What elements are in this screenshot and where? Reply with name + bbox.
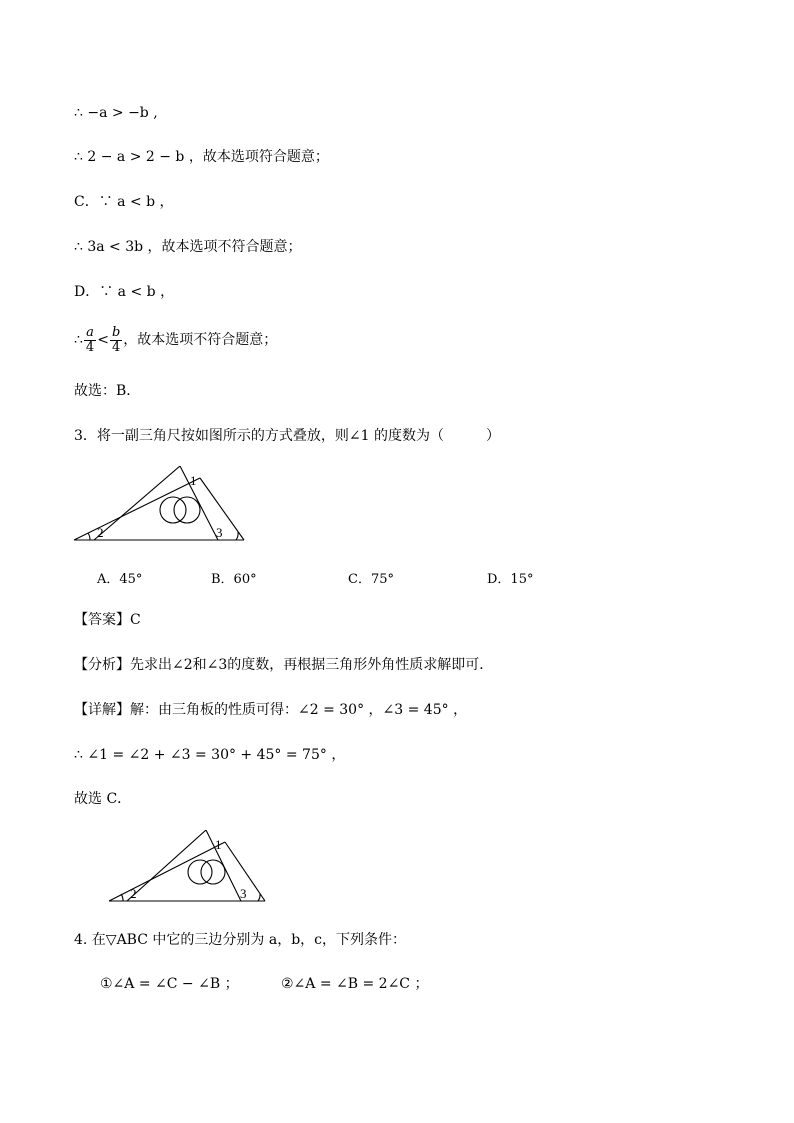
option-a: A．45°: [97, 572, 143, 587]
option-d-premise: D．∵ a < b ，: [74, 284, 175, 300]
calculation-line: ∴ ∠1 = ∠2 + ∠3 = 30° + 45° = 75° ，: [74, 747, 346, 763]
option-b: B．60°: [211, 572, 257, 587]
ruler-hole-right: [174, 497, 200, 523]
question-4-condition-2: ②∠A = ∠B = 2∠C ；: [281, 976, 429, 992]
triangle-30-hypotenuse: [109, 842, 225, 901]
angle-2-label: 2: [130, 886, 137, 901]
therefore-symbol: ∴: [74, 332, 83, 348]
triangle-30-hypotenuse: [74, 478, 200, 540]
ruler-hole-right: [201, 860, 225, 884]
angle-2-arc: [121, 894, 123, 901]
fraction-b-over-4: [110, 326, 122, 355]
ruler-hole-left: [160, 497, 186, 523]
detail-line: 【详解】解：由三角板的性质可得：∠2 = 30° ，∠3 = 45° ，: [74, 702, 468, 718]
angle-3-label: 3: [240, 886, 247, 901]
angle-3-label: 3: [216, 525, 223, 540]
answer-choice-b: 故选：B．: [74, 383, 141, 399]
option-c-premise: C．∵ a < b ，: [74, 194, 174, 210]
less-than-symbol: <: [97, 332, 109, 348]
angle-1-label: 1: [215, 837, 222, 852]
triangle-45-left-side: [127, 830, 206, 901]
fraction-numerator: a: [86, 324, 94, 340]
conclusion-text: ，故本选项不符合题意；: [123, 332, 278, 348]
option-c-conclusion: ∴ 3a < 3b ，故本选项不符合题意；: [74, 239, 302, 255]
triangle-ruler-figure-repeat: [107, 830, 272, 906]
answer-line: 【答案】C: [74, 612, 141, 628]
question-4-stem: 4. 在▽ABC 中它的三边分别为 a，b，c，下列条件：: [74, 932, 406, 948]
triangle-45-left-side: [94, 466, 180, 540]
option-d-conclusion: [74, 324, 277, 356]
solution-line-2: ∴ 2 − a > 2 − b ，故本选项符合题意；: [74, 149, 329, 165]
conclusion-line: 故选 C．: [74, 791, 132, 807]
option-d: D．15°: [487, 572, 534, 587]
option-c: C．75°: [348, 572, 394, 587]
angle-2-label: 2: [97, 525, 104, 540]
fraction-denominator: 4: [85, 339, 95, 355]
ruler-hole-left: [188, 860, 212, 884]
angle-3-arc: [258, 894, 260, 901]
angle-3-arc: [236, 532, 238, 540]
solution-line-1: ∴ −a > −b ,: [74, 105, 158, 121]
triangle-30-leg: [180, 466, 218, 540]
triangle-ruler-figure: [72, 466, 252, 546]
fraction-denominator: 4: [111, 339, 121, 355]
fraction-numerator: b: [111, 324, 121, 340]
analysis-line: 【分析】先求出∠2和∠3的度数，再根据三角形外角性质求解即可．: [74, 657, 494, 673]
angle-1-label: 1: [190, 473, 197, 488]
fraction-a-over-4: [84, 326, 96, 355]
question-3-stem: 3．将一副三角尺按如图所示的方式叠放，则∠1 的度数为（ ）: [74, 428, 500, 444]
question-4-condition-1: ①∠A = ∠C − ∠B ；: [100, 976, 239, 992]
angle-2-arc: [88, 533, 90, 540]
